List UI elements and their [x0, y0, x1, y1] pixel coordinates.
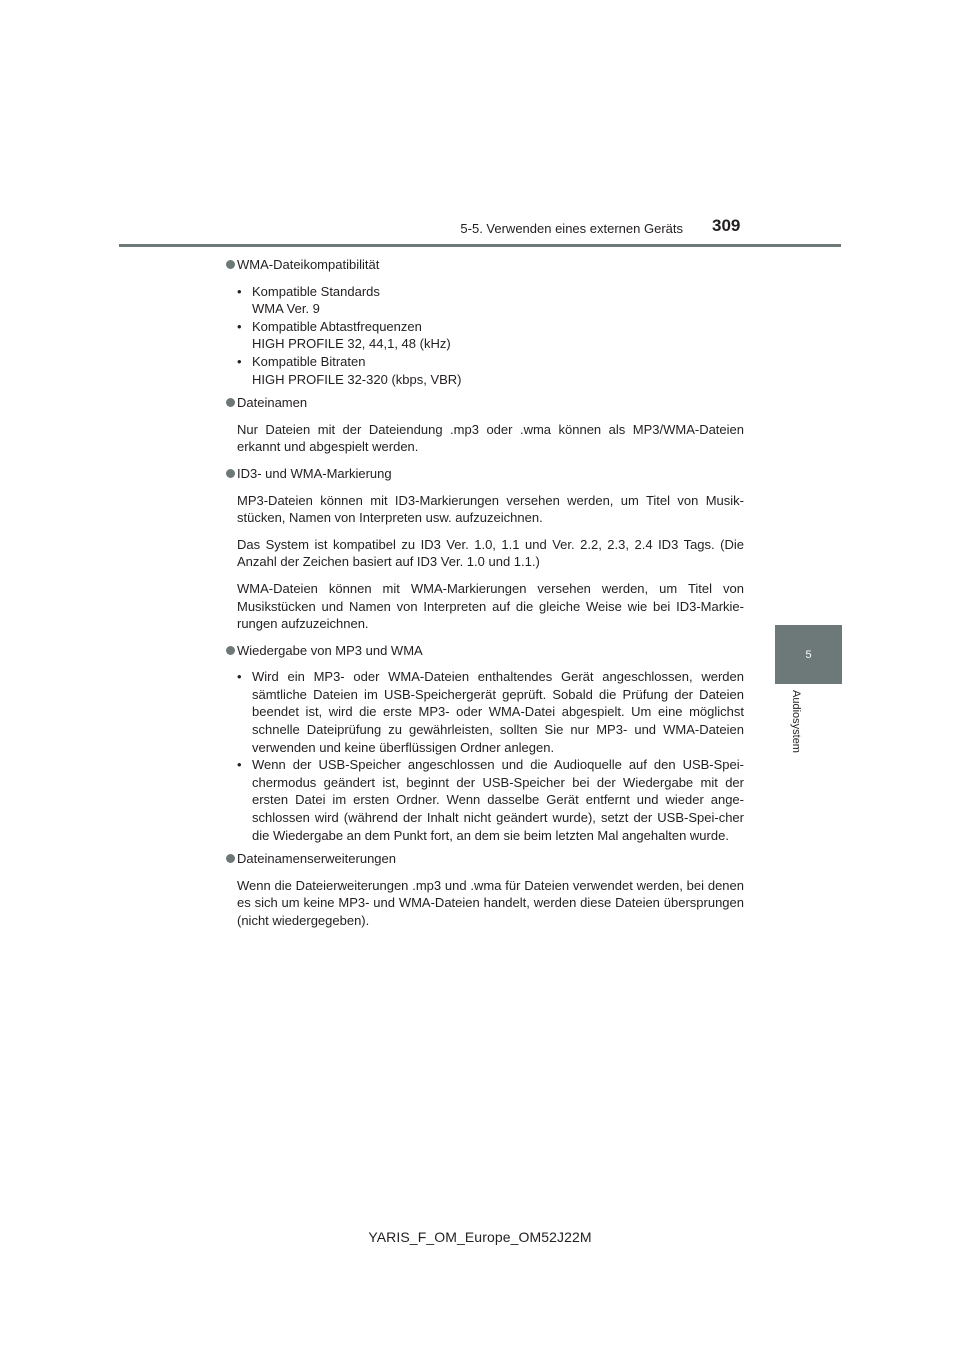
chapter-tab [775, 625, 842, 684]
section-heading: Dateinamen [226, 394, 744, 412]
circle-bullet-icon [226, 260, 235, 269]
spec-list [237, 283, 744, 389]
section-heading: WMA-Dateikompatibilität [226, 256, 744, 274]
paragraph: Wenn die Dateierweiterungen .mp3 und .wma für Dateien verwendet werden, bei denen es sich um keine MP3- und WMA-Dateien handelt, werden diese Dateien übersprungen (nicht wiedergegeben). [237, 877, 744, 928]
circle-bullet-icon [226, 646, 235, 655]
list-marker: • [237, 757, 242, 773]
list-item: • Wird ein MP3- oder WMA-Dateien enthaltendes Gerät angeschlossen, werden sämtliche Dateien im USB-Speichergerät geprüft. Sobald die Prüfung der Dateien beendet ist, wird die erste MP3- oder WMA-Datei abgespielt. Um eine möglichst schnelle Dateiprüfung zu gewährleisten, sollten Sie nur MP3- und WMA-Dateien verwenden und keine überflüssigen Ordner anlegen. [237, 669, 744, 755]
list-marker: • [237, 318, 242, 334]
header-rule [119, 244, 841, 247]
document-footer: YARIS_F_OM_Europe_OM52J22M [368, 1229, 592, 1245]
chapter-number: 5 [805, 648, 812, 661]
paragraph: Das System ist kompatibel zu ID3 Ver. 1.0, 1.1 und Ver. 2.2, 2.3, 2.4 ID3 Tags. (Die Anzahl der Zeichen basiert auf ID3 Ver. 1.0 und 1.1.) [237, 536, 744, 570]
section-heading: Dateinamenserweiterungen [226, 850, 744, 868]
list-item: • Wenn der USB-Speicher angeschlossen und die Audioquelle auf den USB-Spei-chermodus geändert ist, beginnt der USB-Speicher bei der Wiedergabe mit der ersten Datei im ersten Ordner. Wenn dasselbe Gerät entfernt und wieder ange-schlossen wird (während der Inhalt nicht geändert wurde), setzt der USB-Spei-cher die Wiedergabe an dem Punkt fort, an dem sie beim letzten Mal angehalten wurde. [237, 757, 744, 843]
paragraph: Nur Dateien mit der Dateiendung .mp3 oder .wma können als MP3/WMA-Dateien erkannt und abgespielt werden. [237, 421, 744, 455]
list-item: • Kompatible Bitraten HIGH PROFILE 32-320 (kbps, VBR) [237, 353, 462, 387]
list-item: • Kompatible Abtastfrequenzen HIGH PROFILE 32, 44,1, 48 (kHz) [237, 318, 451, 352]
section-heading: Wiedergabe von MP3 und WMA [226, 642, 744, 660]
circle-bullet-icon [226, 398, 235, 407]
list-marker: • [237, 353, 242, 369]
section-heading: ID3- und WMA-Markierung [226, 465, 744, 483]
list-item: • Kompatible Standards WMA Ver. 9 [237, 283, 380, 317]
list-marker: • [237, 283, 242, 299]
page-number: 309 [712, 216, 741, 235]
paragraph: WMA-Dateien können mit WMA-Markierungen versehen werden, um Titel von Musikstücken und Namen von Interpreten auf die gleiche Weise wie bei ID3-Markie-rungen aufzuzeichnen. [237, 580, 744, 632]
chapter-side-label: Audiosystem [790, 690, 802, 753]
page-content [226, 256, 744, 930]
circle-bullet-icon [226, 469, 235, 478]
paragraph: MP3-Dateien können mit ID3-Markierungen versehen werden, um Titel von Musik-stücken, Namen von Interpreten usw. aufzuzeichnen. [237, 492, 744, 526]
circle-bullet-icon [226, 854, 235, 863]
section-title: 5-5. Verwenden eines externen Geräts [460, 221, 683, 236]
playback-list [237, 668, 744, 844]
list-marker: • [237, 669, 242, 685]
